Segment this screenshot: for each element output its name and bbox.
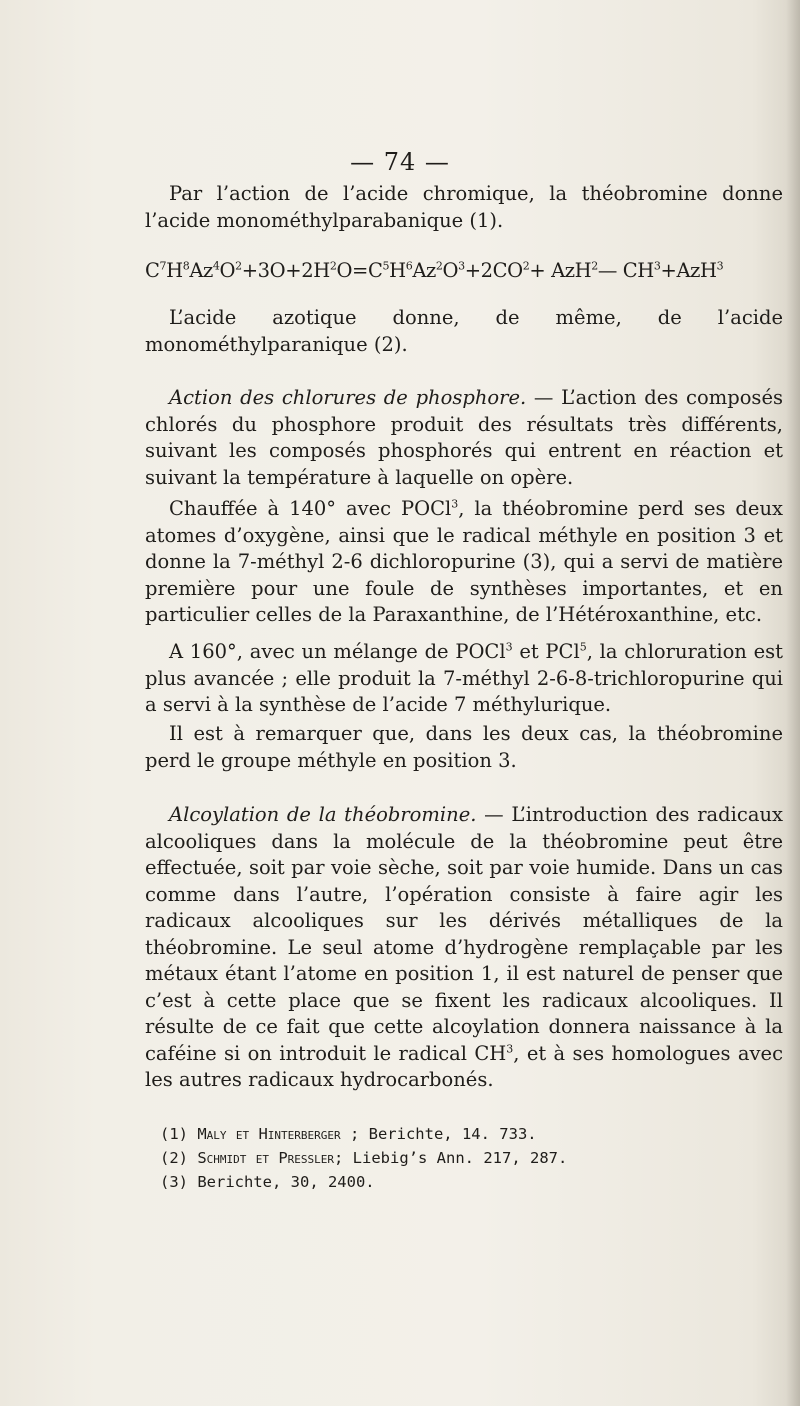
paragraph-160-degrees: A 160°, avec un mélange de POCl$^3$ et PCl$^5$, la chloruration est plus avancée ; elle produit la 7-méthyl 2-6-8-trichloropurine qui a servi à la synthèse de l’acide 7 méthylurique. xyxy=(145,640,783,716)
paragraph-nitric-acid: L’acide azotique donne, de même, de l’acide monométhylparanique (2). xyxy=(145,306,783,356)
section-title-phosphorus-chlorides: Action des chlorures de phosphore. xyxy=(169,386,527,409)
chemical-equation: $C^7H^8Az^4O^2+3O+2H^2O=C^5H^6Az^2O^3+2CO^2+$ AzH$^2$— $CH^3+AzH^3$ xyxy=(145,259,724,282)
footnotes xyxy=(160,1122,760,1194)
footnote-3: (3) Berichte, 30, 2400. xyxy=(160,1173,375,1191)
footnote-2: (2) Schmidt et Pressler; Liebig’s Ann. 217, 287. xyxy=(160,1149,568,1167)
paragraph-140-degrees: Chauffée à 140° avec POCl$^3$, la théobromine perd ses deux atomes d’oxygène, ainsi que le radical méthyle en position 3 et donne la 7-méthyl 2-6 dichloropurine (3), qui a servi de matière première pour une foule de synthèses importantes, et en particulier celles de la Paraxanthine, de l’Hétéroxanthine, etc. xyxy=(145,497,783,626)
paragraph-chromic-acid: Par l’action de l’acide chromique, la théobromine donne l’acide monométhylparabanique (1). xyxy=(145,182,783,232)
section-title-alkylation: Alcoylation de la théobromine. xyxy=(169,803,477,826)
section-phosphorus-chlorides: Action des chlorures de phosphore. — L’action des composés chlorés du phosphore produit des résultats très différents, suivant les composés phosphorés qui entrent en réaction et suivant la température à laquelle on opère. xyxy=(145,386,783,489)
page-edge-shadow xyxy=(786,0,800,1406)
page-number: — 74 — xyxy=(350,148,450,176)
section-alkylation: Alcoylation de la théobromine. — L’introduction des radicaux alcooliques dans la molécule de la théobromine peut être effectuée, soit par voie sèche, soit par voie humide. Dans un cas comme dans l’autre, l’opération consiste à faire agir les radicaux alcooliques sur les dérivés métalliques de la théobromine. Le seul atome d’hydrogène remplaçable par les métaux étant l’atome en position 1, il est naturel de penser que c’est à cette place que se fixent les radicaux alcooliques. Il résulte de ce fait que cette alcoylation donnera naissance à la caféine si on introduit le radical $CH^3$, et à ses homologues avec les autres radicaux hydrocarbonés. xyxy=(145,803,783,1091)
footnote-1: (1) Maly et Hinterberger ; Berichte, 14. 733. xyxy=(160,1125,537,1143)
paragraph-remark: Il est à remarquer que, dans les deux cas, la théobromine perd le groupe méthyle en position 3. xyxy=(145,722,783,772)
